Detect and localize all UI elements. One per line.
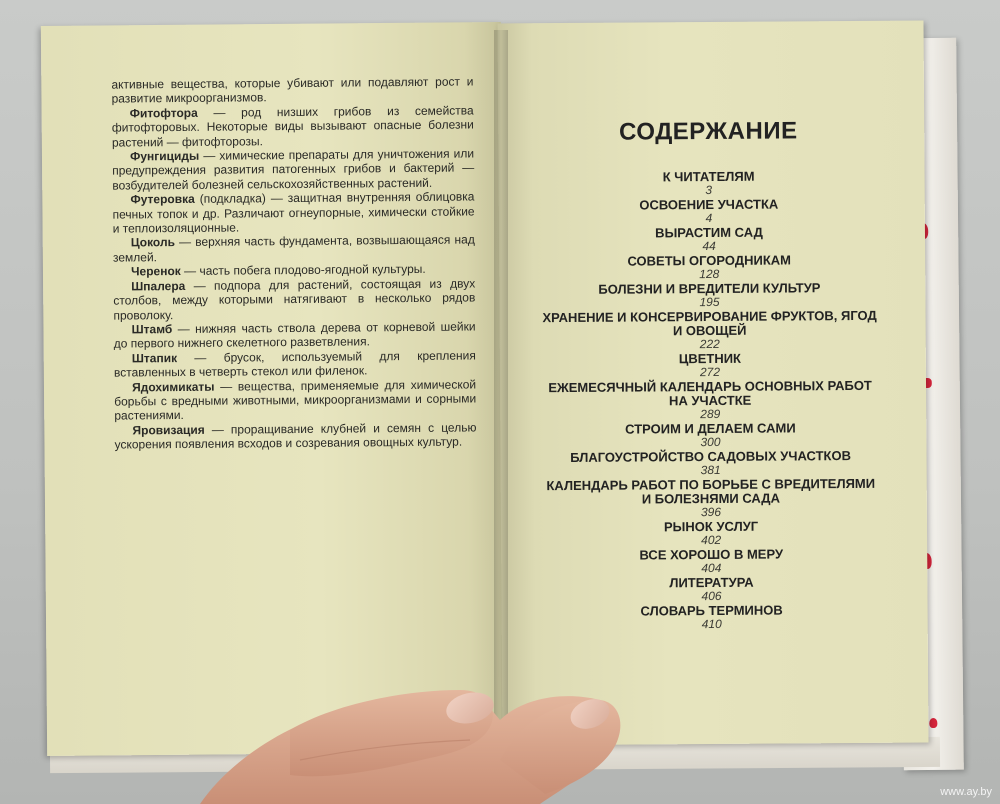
glossary-term: Футеровка (130, 192, 195, 207)
contents-entry-page: 289 (700, 406, 721, 422)
contents-entry-title: ХРАНЕНИЕ И КОНСЕРВИРОВАНИЕ ФРУКТОВ, ЯГОД И ОВОЩЕЙ (542, 307, 877, 339)
contents-title: СОДЕРЖАНИЕ (618, 117, 798, 146)
glossary-term: Фунгициды (130, 148, 200, 164)
glossary-definition: активные вещества, которые убивают или подавляют рост и развитие микроорганизмов. (111, 74, 474, 106)
glossary-term: Черенок (131, 264, 181, 279)
glossary-term: Цоколь (130, 235, 176, 250)
glossary-term: Яровизация (132, 422, 205, 438)
glossary-definition: — химические препараты для уничтожения или предупреждения развития патогенных грибов и бактерий — возбудителей болезней сельскохозяйственных растений. (112, 146, 475, 193)
contents-entry-page: 195 (699, 294, 720, 310)
contents-entry-title: БЛАГОУСТРОЙСТВО САДОВЫХ УЧАСТКОВ (570, 448, 852, 465)
contents-entry-page: 128 (699, 266, 720, 282)
contents-entry-title: ЦВЕТНИК (678, 350, 742, 367)
contents-entry-title: ВСЕ ХОРОШО В МЕРУ (639, 546, 784, 563)
contents-entry-title: ЛИТЕРАТУРА (669, 574, 754, 591)
contents-entry-title: ВЫРАСТИМ САД (655, 224, 763, 241)
contents-entry-title: КАЛЕНДАРЬ РАБОТ ПО БОРЬБЕ С ВРЕДИТЕЛЯМИ И БОЛЕЗНЯМИ САДА (546, 475, 876, 507)
glossary-definition: — часть побега плодово-ягодной культуры. (180, 262, 426, 279)
contents-entry-page: 3 (705, 182, 713, 198)
contents-entry-page: 396 (700, 504, 722, 520)
glossary-definition: — проращивание клубней и семян с целью ускорения появления всходов и созревания овощных культур. (114, 420, 477, 452)
contents-entry-page: 44 (702, 238, 716, 254)
glossary-definition: — подпора для растений, состоящая из двух столбов, между которыми натягивают в несколько рядов проволоку. (113, 276, 476, 323)
glossary-term: Штамб (131, 321, 173, 337)
contents-entry-page: 300 (700, 434, 721, 450)
glossary-definition: (подкладка) — защитная внутренняя облицовка печных топок и др. Различают огнеупорные, химически стойкие и теплоизоляционные. (112, 189, 475, 236)
contents-entry-title: БОЛЕЗНИ И ВРЕДИТЕЛИ КУЛЬТУР (598, 280, 821, 297)
watermark: www.ay.by (940, 786, 992, 798)
contents-entry-page: 410 (701, 616, 722, 632)
glossary-definition: — вещества, применяемые для химической борьбы с вредными животными, микроорганизмами и сорными растениями. (114, 376, 477, 423)
glossary-definition: — нижняя часть ствола дерева от корневой шейки до первого нижнего скелетного разветвления. (113, 319, 476, 351)
contents-entry-title: ЕЖЕМЕСЯЧНЫЙ КАЛЕНДАРЬ ОСНОВНЫХ РАБОТ НА УЧАСТКЕ (548, 377, 872, 409)
contents-entry-title: ОСВОЕНИЕ УЧАСТКА (639, 196, 779, 213)
glossary-definition: — брусок, используемый для крепления вставленных в четверть стекол или филенок. (113, 348, 476, 380)
contents-entry-page: 381 (700, 462, 721, 478)
contents-entry-title: СТРОИМ И ДЕЛАЕМ САМИ (625, 420, 796, 437)
glossary-definition: — род низших грибов из семейства фитофторовых. Некоторые виды вызывают опасные болезни растений — фитофторозы. (111, 103, 474, 150)
contents-entry-title: СОВЕТЫ ОГОРОДНИКАМ (627, 252, 792, 269)
glossary-term: Штапик (131, 350, 178, 366)
contents-entry-page: 4 (705, 210, 713, 226)
glossary-term: Фитофтора (129, 105, 198, 121)
contents-entry-page: 406 (701, 588, 722, 604)
contents-entry-title: СЛОВАРЬ ТЕРМИНОВ (640, 602, 783, 619)
contents-entry-title: РЫНОК УСЛУГ (663, 518, 759, 535)
glossary-definition: — верхняя часть фундамента, возвышающаяся над землей. (112, 232, 475, 265)
contents-entry-page: 402 (701, 532, 722, 548)
glossary-term: Ядохимикаты (132, 379, 215, 394)
contents-entry-page: 272 (699, 364, 721, 380)
glossary-term: Шпалера (131, 278, 186, 294)
contents-entry-page: 404 (701, 560, 722, 576)
contents-entry-title: К ЧИТАТЕЛЯМ (662, 168, 755, 185)
contents-entry-page: 222 (699, 336, 720, 352)
